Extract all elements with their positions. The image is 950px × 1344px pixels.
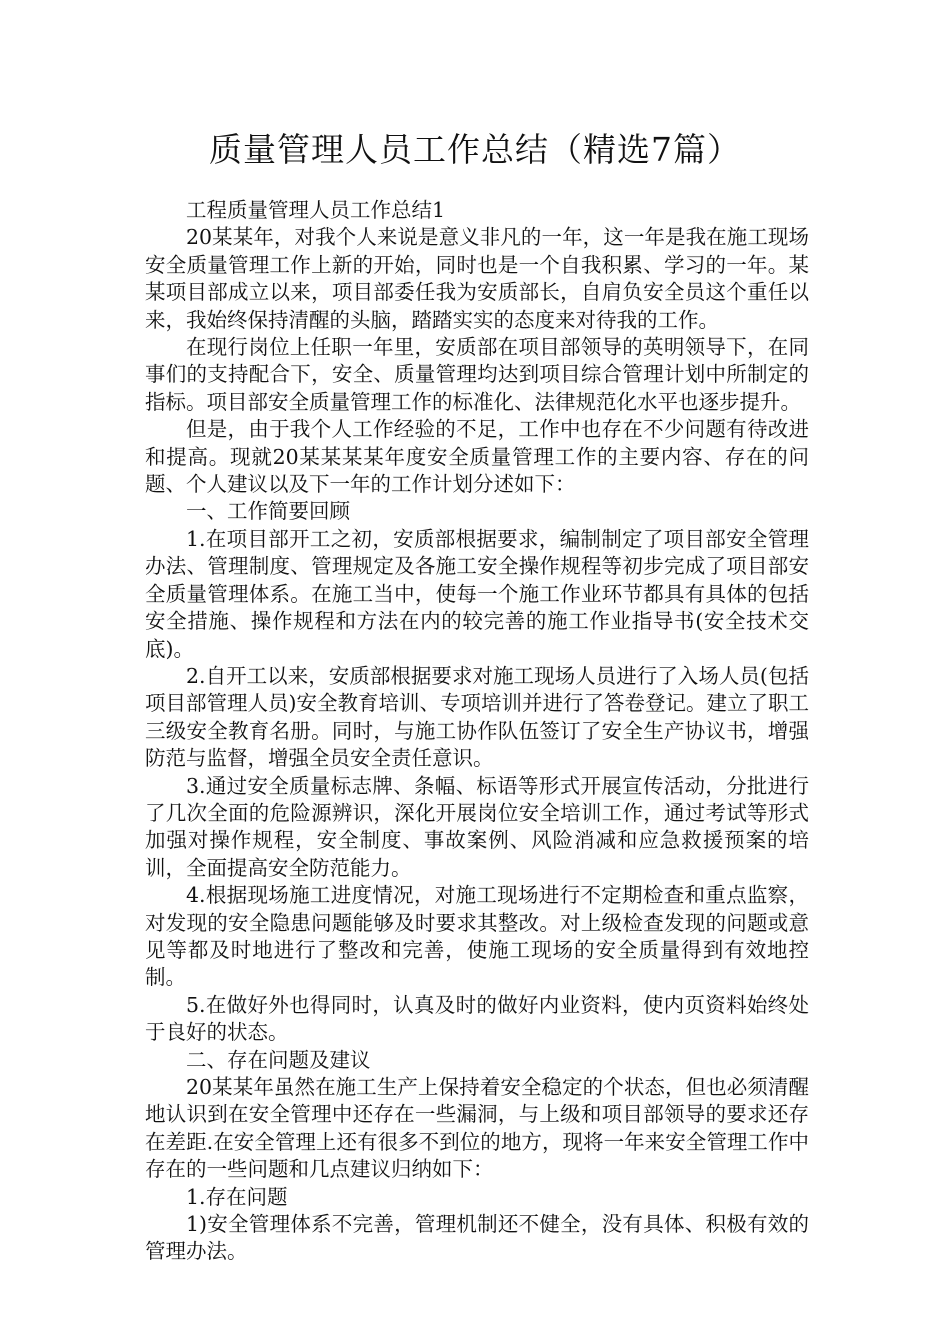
paragraph: 20某某年虽然在施工生产上保持着安全稳定的个状态，但也必须清醒地认识到在安全管理中还存在一些漏洞，与上级和项目部领导的要求还存在差距.在安全管理上还有很多不到位的地方，现将一年来安全管理工作中存在的一些问题和几点建议归纳如下：: [145, 1075, 809, 1182]
paragraph: 20某某年，对我个人来说是意义非凡的一年，这一年是我在施工现场安全质量管理工作上新的开始，同时也是一个自我积累、学习的一年。某某项目部成立以来，项目部委任我为安质部长，自肩负安全员这个重任以来，我始终保持清醒的头脑，踏踏实实的态度来对待我的工作。: [145, 225, 809, 332]
section-heading: 一、工作简要回顾: [186, 499, 350, 524]
paragraph: 但是，由于我个人工作经验的不足，工作中也存在不少问题有待改进和提高。现就20某某某某年度安全质量管理工作的主要内容、存在的问题、个人建议以及下一年的工作计划分述如下：: [145, 417, 809, 497]
list-item: 5.在做好外也得同时，认真及时的做好内业资料，使内页资料始终处于良好的状态。: [145, 992, 809, 1045]
paragraph: 在现行岗位上任职一年里，安质部在项目部领导的英明领导下，在同事们的支持配合下，安全、质量管理均达到项目综合管理计划中所制定的指标。项目部安全质量管理工作的标准化、法律规范化水平也逐步提升。: [145, 335, 809, 414]
document-title: 质量管理人员工作总结（精选7篇）: [209, 130, 741, 169]
list-item: 1)安全管理体系不完善，管理机制还不健全，没有具体、积极有效的管理办法。: [145, 1212, 809, 1264]
section-heading: 工程质量管理人员工作总结1: [186, 198, 446, 222]
document-body: [145, 197, 809, 1266]
list-item: 1.在项目部开工之初，安质部根据要求，编制制定了项目部安全管理办法、管理制度、管理规定及各施工安全操作规程等初步完成了项目部安全质量管理体系。在施工当中，使每一个施工作业环节都具有具体的包括安全措施、操作规程和方法在内的较完善的施工作业指导书(安全技术交底)。: [145, 526, 809, 661]
subsection-heading: 1.存在问题: [186, 1184, 288, 1209]
section-heading: 二、存在问题及建议: [186, 1047, 371, 1072]
list-item: 4.根据现场施工进度情况，对施工现场进行不定期检查和重点监察，对发现的安全隐患问题能够及时要求其整改。对上级检查发现的问题或意见等都及时地进行了整改和完善，使施工现场的安全质量得到有效地控制。: [145, 883, 809, 990]
list-item: 3.通过安全质量标志牌、条幅、标语等形式开展宣传活动，分批进行了几次全面的危险源辨识，深化开展岗位安全培训工作，通过考试等形式加强对操作规程，安全制度、事故案例、风险消减和应急救援预案的培训，全面提高安全防范能力。: [145, 773, 809, 880]
list-item: 2.自开工以来，安质部根据要求对施工现场人员进行了入场人员(包括项目部管理人员)安全教育培训、专项培训并进行了答卷登记。建立了职工三级安全教育名册。同时，与施工协作队伍签订了安全生产协议书，增强防范与监督，增强全员安全责任意识。: [145, 663, 809, 771]
